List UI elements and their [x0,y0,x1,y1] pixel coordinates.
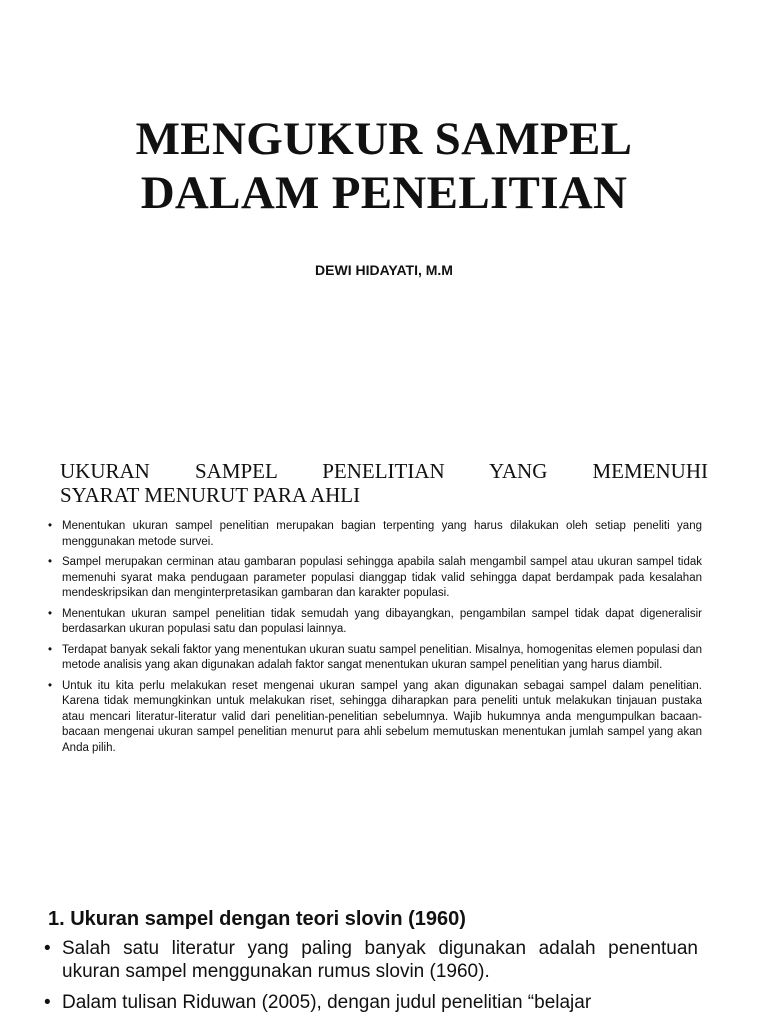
title-line-2: DALAM PENELITIAN [140,167,628,219]
list-item: • Salah satu literatur yang paling banyak digunakan adalah penentuan ukuran sampel menggunakan rumus slovin (1960). [44,937,698,983]
list-item: • Untuk itu kita perlu melakukan reset mengenai ukuran sampel yang akan digunakan sebagai sampel dalam penelitian. Karena tidak memungkinkan untuk melakukan riset, sehingga diharapkan para peneliti untuk melakukan tinjauan pustaka atau mencari literatur-literatur valid dari penelitian-penelitian sebelumnya. Wajib hukumnya anda mengumpulkan bacaan-bacaan mengenai ukuran sampel penelitian menurut para ahli sebelum memutuskan menentukan jumlah sampel yang akan Anda pilih. [48,679,702,757]
slide-ukuran-sampel [0,420,768,875]
slide3-heading: 1. Ukuran sampel dengan teori slovin (1960) [48,908,466,930]
list-item: • Terdapat banyak sekali faktor yang menentukan ukuran suatu sampel penelitian. Misalnya, homogenitas elemen populasi dan metode analisis yang akan digunakan adalah faktor sangat menentukan ukuran sampel penelitian yang harus diambil. [48,643,702,674]
author-name: DEWI HIDAYATI, M.M [315,262,453,278]
slide2-heading-line-1: UKURAN SAMPEL PENELITIAN YANG MEMENUHI [60,459,708,483]
slide-title-heading [0,112,768,220]
list-item: • Menentukan ukuran sampel penelitian merupakan bagian terpenting yang harus dilakukan oleh setiap peneliti yang menggunakan metode survei. [48,519,702,550]
slide2-heading-line-2: SYARAT MENURUT PARA AHLI [60,483,361,507]
title-line-1: MENGUKUR SAMPEL [135,113,633,165]
slide3-bullet-list [44,937,698,1022]
slide2-bullet-list [48,519,702,761]
slide2-heading [60,459,708,507]
list-item: • Dalam tulisan Riduwan (2005), dengan judul penelitian “belajar [44,991,698,1014]
slide-title [0,0,768,420]
list-item: • Sampel merupakan cerminan atau gambaran populasi sehingga apabila salah mengambil sampel atau ukuran sampel tidak memenuhi syarat maka pendugaan parameter populasi dianggap tidak valid sehingga dapat berdampak pada kesalahan mendeskripsikan dan menginterpretasikan gambaran dan karakter populasi. [48,555,702,602]
list-item: • Menentukan ukuran sampel penelitian tidak semudah yang dibayangkan, pengambilan sampel tidak dapat digeneralisir berdasarkan ukuran populasi satu dan populasi lainnya. [48,607,702,638]
slide-slovin [0,875,768,1024]
